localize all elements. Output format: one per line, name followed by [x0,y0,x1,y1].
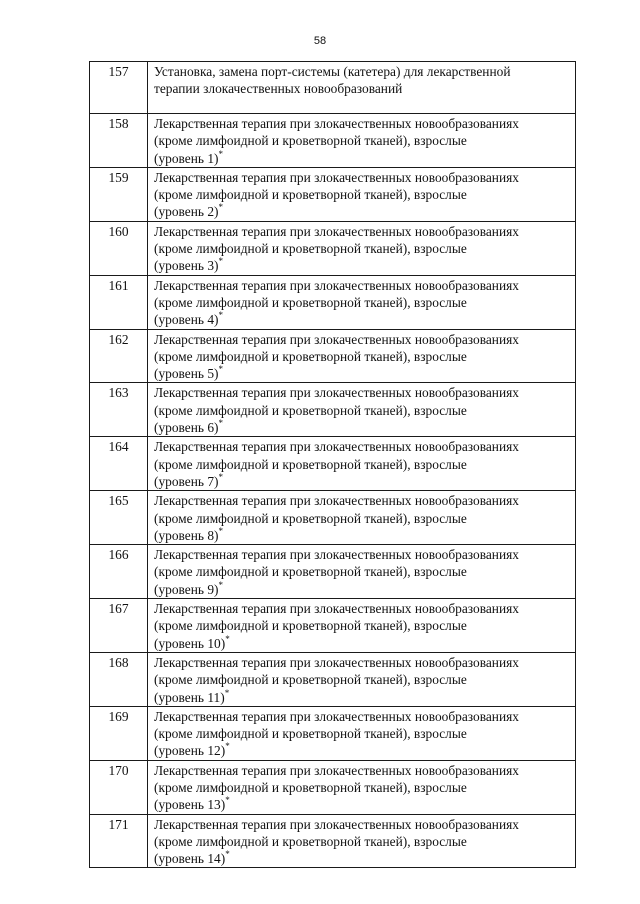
row-number-cell [90,437,148,491]
row-number-cell [90,62,148,114]
table-row [90,329,576,383]
row-description-text: Лекарственная терапия при злокачественных новообразованиях (кроме лимфоидной и кроветворной тканей), взрослые [154,277,519,310]
row-number: 166 [108,547,129,563]
row-number-cell [90,652,148,706]
footnote-marker: * [218,256,224,267]
row-number: 162 [108,331,129,347]
row-number: 167 [108,601,129,617]
row-number-cell [90,491,148,545]
row-number-cell [90,221,148,275]
table-row [90,491,576,545]
row-number-cell [90,383,148,437]
table-row [90,760,576,814]
table-row [90,275,576,329]
row-level-text: (уровень 2) [154,204,219,220]
row-number: 169 [108,708,129,724]
footnote-marker: * [218,471,224,482]
row-description-text: Лекарственная терапия при злокачественных новообразованиях (кроме лимфоидной и кроветворной тканей), взрослые [154,816,519,849]
row-description [154,383,573,436]
row-description-text: Лекарственная терапия при злокачественных новообразованиях (кроме лимфоидной и кроветворной тканей), взрослые [154,116,519,149]
row-level-text: (уровень 12) [154,743,226,759]
footnote-marker: * [218,310,224,321]
row-description-text: Лекарственная терапия при злокачественных новообразованиях (кроме лимфоидной и кроветворной тканей), взрослые [154,547,519,580]
table-row [90,62,576,114]
table-row [90,814,576,868]
row-number: 163 [108,385,129,401]
row-description-cell [148,437,576,491]
row-level-text: (уровень 13) [154,797,226,813]
row-description-text: Лекарственная терапия при злокачественных новообразованиях (кроме лимфоидной и кроветворной тканей), взрослые [154,708,519,742]
row-level-text: (уровень 7) [154,473,219,489]
row-level-text: (уровень 6) [154,420,219,436]
row-number: 158 [108,116,129,131]
row-description-cell [148,167,576,221]
table-row [90,114,576,168]
row-description-text: Лекарственная терапия при злокачественных новообразованиях (кроме лимфоидной и кроветворной тканей), взрослые [154,331,519,364]
row-description [154,707,573,760]
footnote-marker: * [225,795,230,806]
row-description-text: Лекарственная терапия при злокачественных новообразованиях (кроме лимфоидной и кроветворной тканей), взрослые [154,439,519,472]
row-level-text: (уровень 11) [154,689,225,705]
row-description-cell [148,760,576,814]
footnote-marker: * [225,741,230,752]
footnote-marker: * [225,849,230,860]
row-number-cell [90,114,148,168]
row-number-cell [90,599,148,653]
footnote-marker: * [218,202,224,213]
row-level-text: (уровень 8) [154,527,219,543]
table-body [90,62,576,868]
row-number: 160 [108,223,129,239]
row-description-cell [148,329,576,383]
row-description-text: Лекарственная терапия при злокачественных новообразованиях (кроме лимфоидной и кроветворной тканей), взрослые [154,169,519,203]
table-row [90,167,576,221]
page-number: 58 [313,35,327,47]
row-number: 171 [108,816,129,832]
row-description-cell [148,62,576,114]
row-description [154,114,573,167]
row-description-cell [148,545,576,599]
row-description-cell [148,491,576,545]
row-number: 170 [108,762,129,778]
row-level-text: (уровень 4) [154,312,219,328]
row-number-cell [90,545,148,599]
table-row [90,221,576,275]
row-number: 168 [108,654,129,670]
row-number-cell [90,760,148,814]
footnote-marker: * [218,148,224,159]
row-description-text: Установка, замена порт-системы (катетера) для лекарственной терапии злокачественных новообразований [154,64,511,97]
row-description-text: Лекарственная терапия при злокачественных новообразованиях (кроме лимфоидной и кроветворной тканей), взрослые [154,601,519,634]
row-level-text: (уровень 5) [154,366,219,382]
row-number: 161 [108,277,129,293]
row-description-cell [148,221,576,275]
table-row [90,706,576,760]
row-description-text: Лекарственная терапия при злокачественных новообразованиях (кроме лимфоидной и кроветворной тканей), взрослые [154,493,519,526]
row-description-cell [148,114,576,168]
row-number-cell [90,329,148,383]
row-number-cell [90,275,148,329]
row-description [154,222,573,275]
row-number: 165 [108,493,129,509]
row-level-text: (уровень 9) [154,581,219,597]
row-description [154,330,573,383]
row-description-cell [148,814,576,868]
row-number: 159 [108,169,129,185]
footnote-marker: * [218,579,224,590]
row-number-cell [90,814,148,868]
row-description [154,545,573,598]
row-level-text: (уровень 14) [154,851,226,867]
table-row [90,599,576,653]
row-description [154,437,573,490]
footnote-marker: * [218,525,224,536]
row-description-cell [148,706,576,760]
table-row [90,383,576,437]
row-description-text: Лекарственная терапия при злокачественных новообразованиях (кроме лимфоидной и кроветворной тканей), взрослые [154,654,519,688]
row-description [154,276,573,329]
row-description-cell [148,383,576,437]
row-description-cell [148,652,576,706]
row-level-text: (уровень 10) [154,635,226,651]
row-description [154,168,573,221]
row-level-text: (уровень 3) [154,258,219,274]
table-row [90,652,576,706]
row-number: 164 [108,439,129,455]
row-number-cell [90,706,148,760]
row-description [154,62,573,98]
table-row [90,437,576,491]
footnote-marker: * [218,418,224,429]
row-description-cell [148,275,576,329]
row-description [154,761,573,814]
row-level-text: (уровень 1) [154,150,219,166]
footnote-marker: * [224,687,230,698]
tariff-table [89,61,576,868]
row-description [154,491,573,544]
row-description [154,599,573,652]
row-description-text: Лекарственная терапия при злокачественных новообразованиях (кроме лимфоидной и кроветворной тканей), взрослые [154,385,519,418]
footnote-marker: * [225,633,230,644]
row-number-cell [90,167,148,221]
row-number: 157 [108,64,129,79]
footnote-marker: * [218,364,224,375]
row-description-text: Лекарственная терапия при злокачественных новообразованиях (кроме лимфоидной и кроветворной тканей), взрослые [154,762,519,795]
table-row [90,545,576,599]
row-description [154,815,573,868]
row-description [154,653,573,706]
row-description-cell [148,599,576,653]
row-description-text: Лекарственная терапия при злокачественных новообразованиях (кроме лимфоидной и кроветворной тканей), взрослые [154,223,519,257]
